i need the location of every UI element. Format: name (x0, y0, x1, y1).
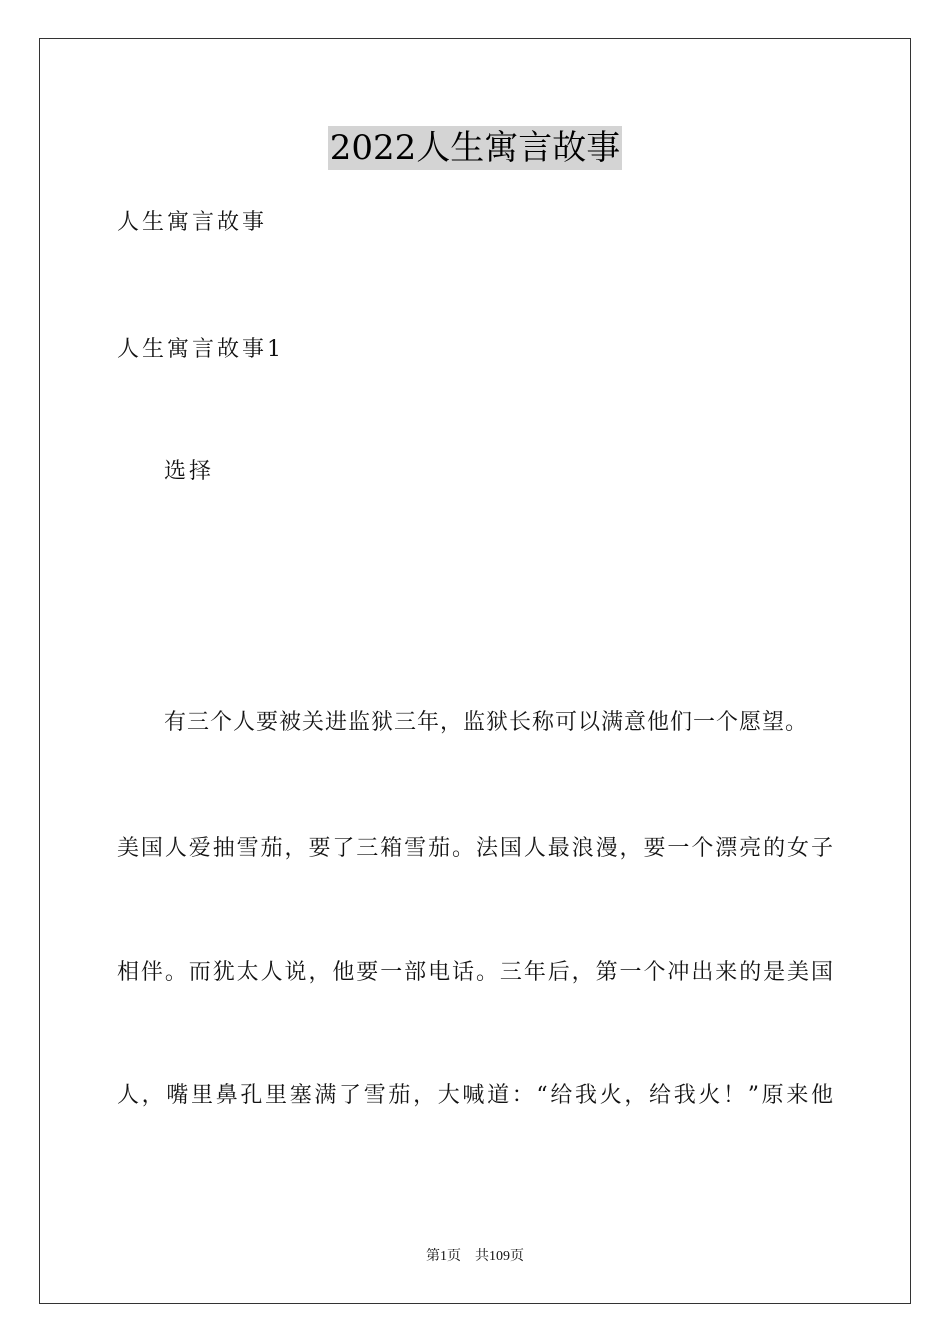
document-title: 2022人生寓言故事 (329, 128, 621, 168)
story-title: 选择 (164, 459, 215, 484)
title-container (0, 126, 950, 170)
paragraph-line-3: 相伴。而犹太人说，他要一部电话。三年后，第一个冲出来的是美国 (117, 960, 833, 985)
document-subtitle: 人生寓言故事 (117, 210, 268, 235)
page-footer (0, 1246, 950, 1267)
paragraph-line-1: 有三个人要被关进监狱三年，监狱长称可以满意他们一个愿望。 (164, 710, 809, 735)
page-number-label: 第1页 共109页 (426, 1249, 524, 1264)
paragraph-line-2: 美国人爱抽雪茄，要了三箱雪茄。法国人最浪漫，要一个漂亮的女子 (117, 836, 833, 861)
section-heading: 人生寓言故事1 (117, 337, 284, 362)
paragraph-line-4: 人，嘴里鼻孔里塞满了雪茄，大喊道：“给我火，给我火！”原来他 (117, 1083, 833, 1108)
